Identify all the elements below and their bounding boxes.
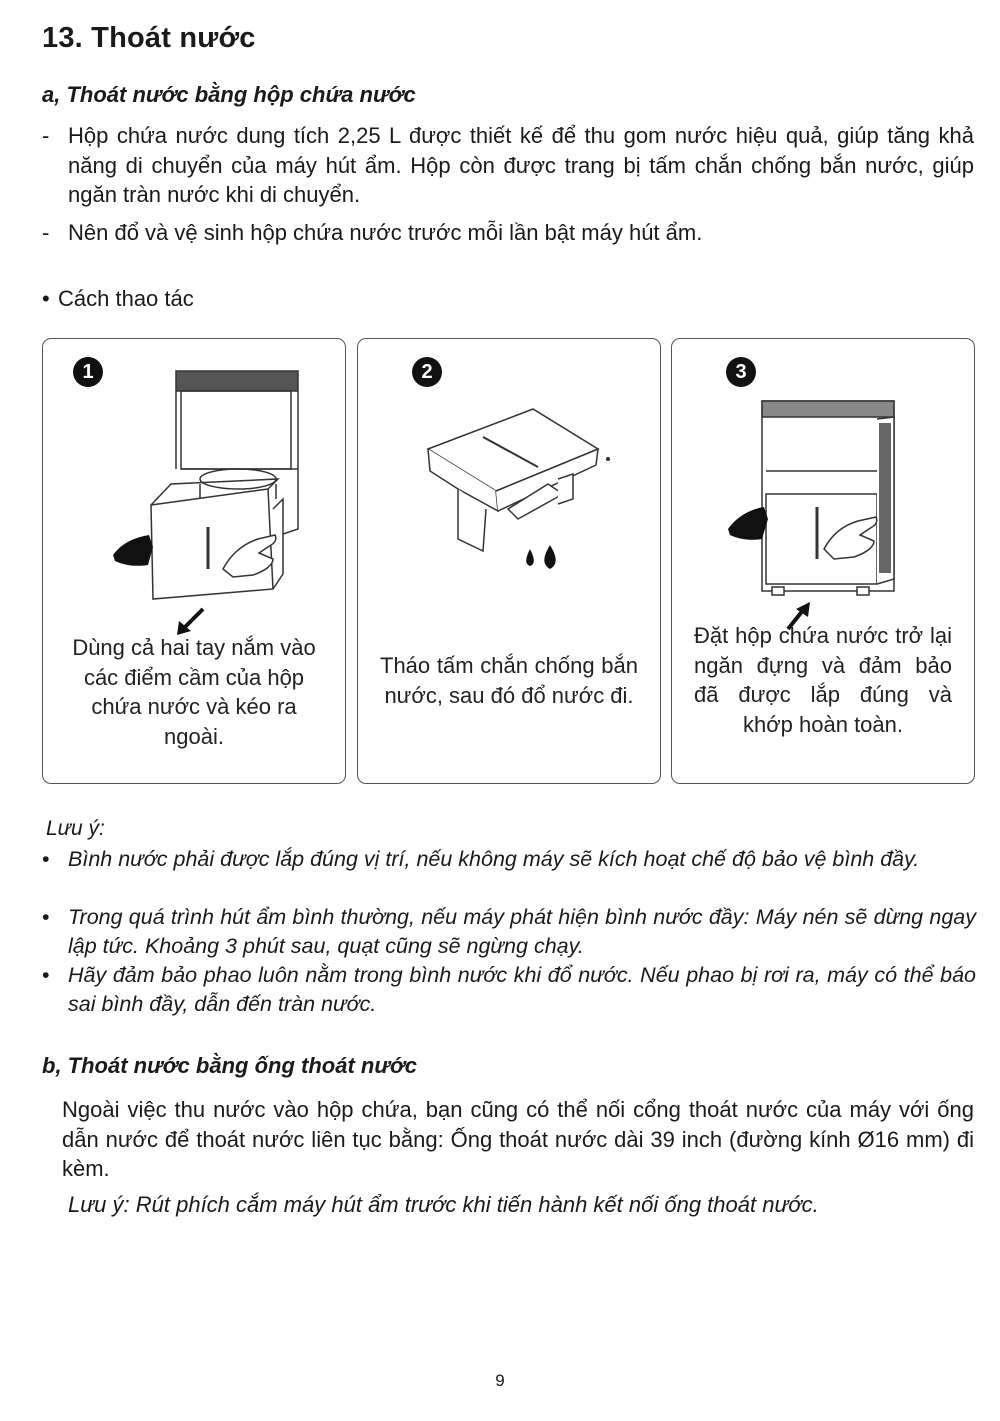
bullet-marker: • bbox=[42, 286, 50, 311]
step-panel-3 bbox=[671, 338, 975, 784]
note-item bbox=[42, 845, 976, 874]
page-number: 9 bbox=[495, 1371, 505, 1390]
list-item bbox=[42, 121, 974, 210]
step-number-badge: 3 bbox=[726, 357, 756, 387]
bullet-marker: • bbox=[42, 905, 50, 929]
step-number-badge: 1 bbox=[73, 357, 103, 387]
note-item bbox=[42, 903, 976, 961]
remove-splash-plate-illustration bbox=[358, 359, 662, 649]
note-item bbox=[42, 961, 976, 1019]
pull-out-tank-illustration bbox=[43, 359, 347, 649]
bullet-marker: • bbox=[42, 963, 50, 987]
note-text: Bình nước phải được lắp đúng vị trí, nếu không máy sẽ kích hoạt chế độ bảo vệ bình đầy. bbox=[68, 847, 920, 871]
reinsert-tank-illustration bbox=[672, 359, 976, 649]
howto-label bbox=[42, 286, 194, 312]
step-caption: Đặt hộp chứa nước trở lại ngăn đựng và đảm bảo đã được lắp đúng và khớp hoàn toàn. bbox=[694, 623, 952, 737]
section-a-heading: a, Thoát nước bằng hộp chứa nước bbox=[42, 82, 416, 107]
dash-marker: - bbox=[42, 123, 50, 148]
step-caption: Dùng cả hai tay nắm vào các điểm cầm của hộp chứa nước và kéo ra ngoài. bbox=[72, 635, 316, 749]
step-number-badge: 2 bbox=[412, 357, 442, 387]
list-item-text: Hộp chứa nước dung tích 2,25 L được thiết kế để thu gom nước hiệu quả, giúp tăng khả năng di chuyển của máy hút ẩm. Hộp còn được trang bị tấm chắn chống bắn nước, giúp ngăn tràn nước khi di chuyển. bbox=[68, 123, 974, 207]
step-caption: Tháo tấm chắn chống bắn nước, sau đó đổ nước đi. bbox=[380, 653, 638, 708]
note-text: Hãy đảm bảo phao luôn nằm trong bình nước khi đổ nước. Nếu phao bị rơi ra, máy có thể báo sai bình đầy, dẫn đến tràn nước. bbox=[68, 963, 976, 1016]
list-item-text: Nên đổ và vệ sinh hộp chứa nước trước mỗi lần bật máy hút ẩm. bbox=[68, 220, 703, 245]
list-item bbox=[42, 218, 974, 248]
howto-label-text: Cách thao tác bbox=[58, 286, 194, 311]
note-title: Lưu ý: bbox=[46, 817, 105, 840]
dash-marker: - bbox=[42, 220, 50, 245]
step-panel-2 bbox=[357, 338, 661, 784]
section-b-paragraph: Ngoài việc thu nước vào hộp chứa, bạn cũng có thể nối cổng thoát nước của máy với ống dẫn nước để thoát nước liên tục bằng: Ống thoát nước dài 39 inch (đường kính Ø16 mm) đi kèm. bbox=[62, 1097, 974, 1181]
section-b-note: Lưu ý: Rút phích cắm máy hút ẩm trước khi tiến hành kết nối ống thoát nước. bbox=[68, 1192, 819, 1217]
step-panel-1 bbox=[42, 338, 346, 784]
page-title: 13. Thoát nước bbox=[42, 22, 256, 54]
section-b-heading: b, Thoát nước bằng ống thoát nước bbox=[42, 1053, 418, 1078]
bullet-marker: • bbox=[42, 847, 50, 871]
note-text: Trong quá trình hút ẩm bình thường, nếu máy phát hiện bình nước đầy: Máy nén sẽ dừng ngay lập tức. Khoảng 3 phút sau, quạt cũng sẽ ngừng chạy. bbox=[68, 905, 976, 958]
